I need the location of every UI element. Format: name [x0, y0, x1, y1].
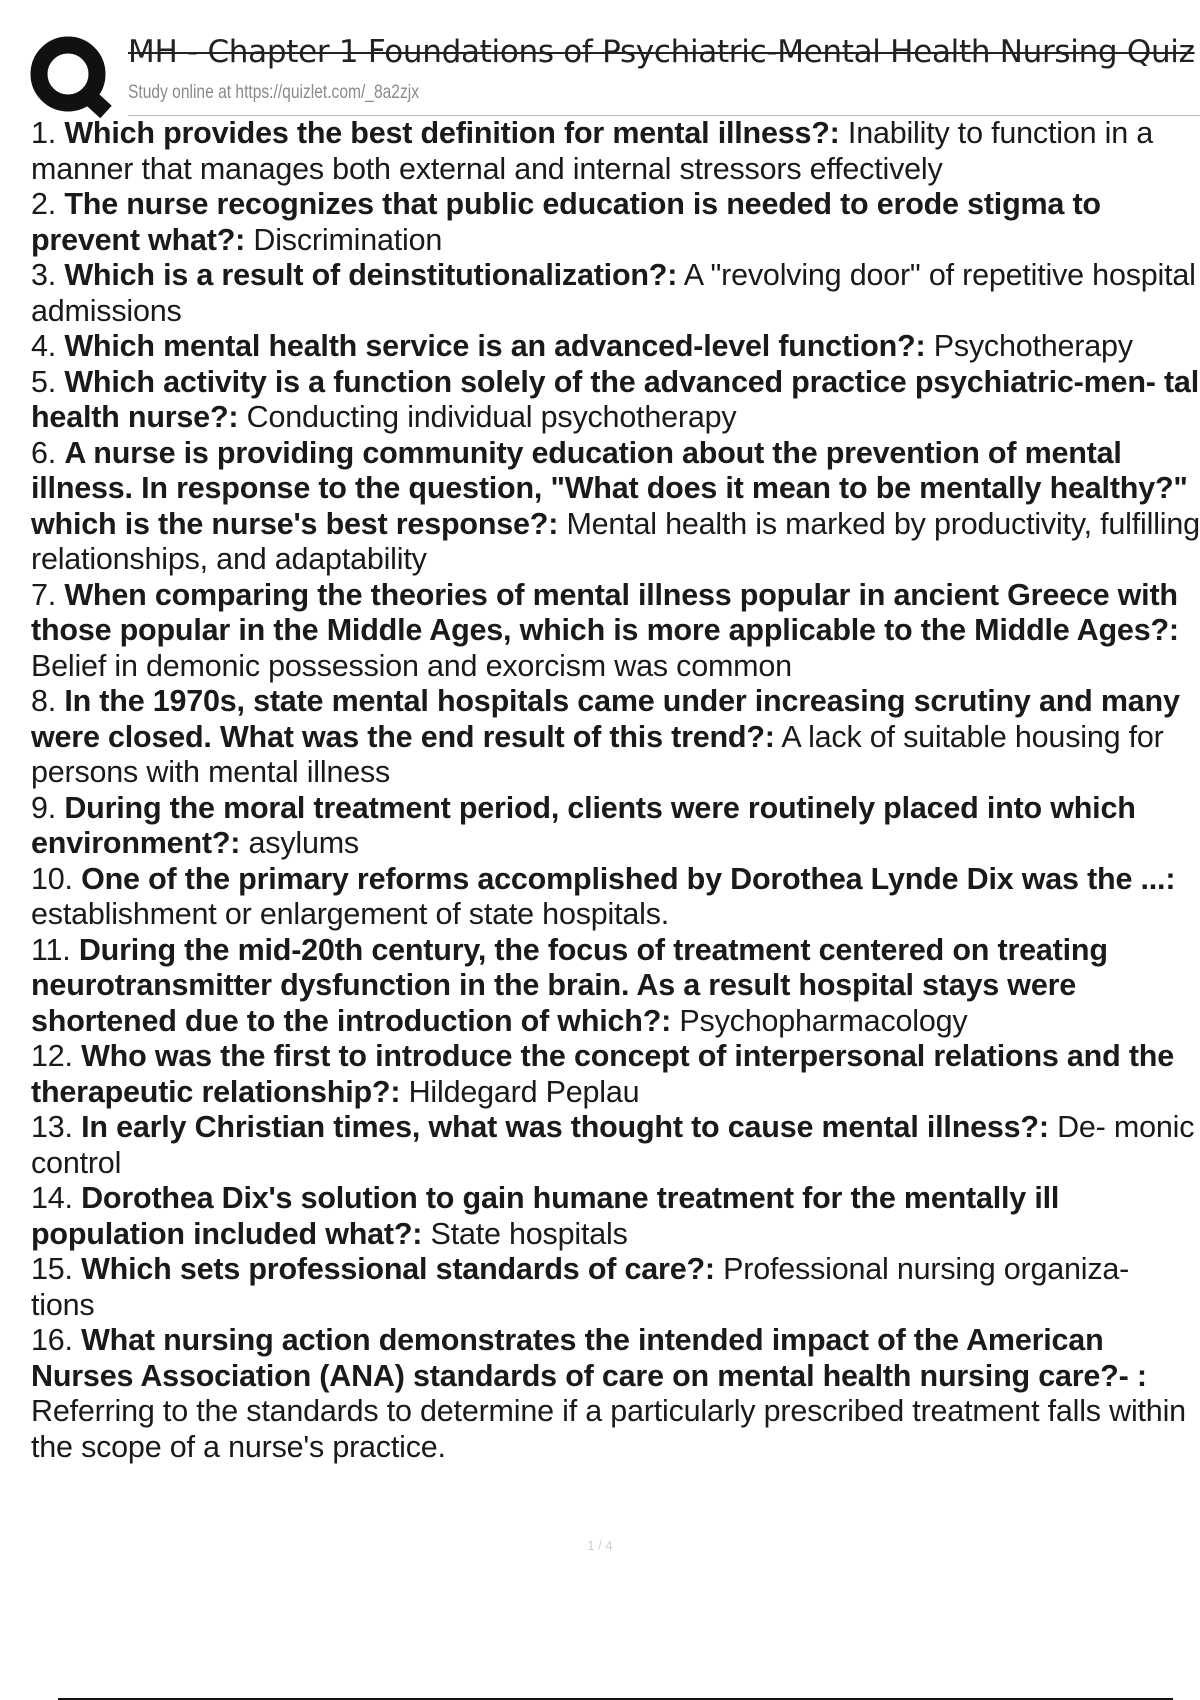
item-number: 13. [31, 1110, 73, 1144]
item-number: 12. [31, 1039, 73, 1073]
answer-text: A "revolving door" of repetitive hospital admissions [31, 258, 1196, 328]
answer-text: Conducting individual psychotherapy [246, 400, 737, 434]
answer-text: Mental health is marked by productivity, fulfilling relationships, and adaptability [31, 506, 1200, 576]
qa-item [31, 1039, 1200, 1110]
qa-item [31, 329, 1200, 365]
page-number: 1 / 4 [587, 1538, 613, 1553]
qa-item [31, 1323, 1200, 1465]
item-number: 3. [31, 258, 57, 292]
page-header [30, 30, 1200, 118]
qa-item [31, 1110, 1200, 1181]
answer-text: establishment or enlargement of state hospitals. [31, 897, 670, 931]
answer-text: Belief in demonic possession and exorcism was common [31, 648, 792, 683]
item-number: 15. [31, 1252, 73, 1286]
item-number: 8. [31, 684, 57, 718]
answer-text: De- monic control [31, 1110, 1195, 1180]
question-text: One of the primary reforms accomplished by Dorothea Lynde Dix was the ...: [81, 861, 1176, 896]
answer-text: State hospitals [430, 1216, 628, 1251]
question-text: The nurse recognizes that public education is needed to erode stigma to prevent what?: [31, 187, 1101, 257]
answer-text: asylums [248, 826, 359, 860]
item-number: 1. [31, 116, 57, 150]
question-text: Which mental health service is an advanced-level function?: [64, 329, 926, 363]
question-text: In early Christian times, what was thought to cause mental illness?: [81, 1110, 1049, 1144]
question-text: Which activity is a function solely of the advanced practice psychiatric-men- tal health nurse?: [31, 364, 1199, 434]
item-number: 14. [31, 1181, 73, 1215]
qa-item [31, 862, 1200, 933]
qa-item [31, 1181, 1200, 1252]
answer-text: Inability to function in a manner that manages both external and internal stressors effectively [31, 116, 1153, 186]
question-text: Which provides the best definition for mental illness?: [64, 116, 840, 150]
question-text: During the moral treatment period, clients were routinely placed into which environment?: [31, 790, 1136, 860]
answer-text: Discrimination [253, 222, 443, 257]
question-text: Who was the first to introduce the concept of interpersonal relations and the therapeutic relationship?: [31, 1039, 1174, 1109]
qa-item [31, 684, 1200, 791]
item-number: 7. [31, 577, 57, 612]
question-text: In the 1970s, state mental hospitals came under increasing scrutiny and many were closed. What was the end result of this trend?: [31, 684, 1180, 754]
qa-item [31, 933, 1200, 1040]
qa-item [31, 1252, 1200, 1323]
answer-text: Psychopharmacology [679, 1003, 968, 1038]
item-number: 5. [31, 364, 57, 399]
question-text: Which is a result of deinstitutionalization?: [64, 258, 678, 292]
study-online-link[interactable]: Study online at https://quizlet.com/_8a2zjx [128, 82, 419, 103]
item-number: 11. [31, 932, 71, 967]
answer-text: Professional nursing organiza- tions [31, 1252, 1130, 1322]
question-text: A nurse is providing community education about the prevention of mental illness. In response to the question, "What does it mean to be mentally healthy?" which is the nurse's best response?: [31, 435, 1188, 541]
question-text: When comparing the theories of mental illness popular in ancient Greece with those popular in the Middle Ages, which is more applicable to the Middle Ages?: [31, 577, 1179, 647]
item-number: 6. [31, 435, 57, 470]
item-number: 16. [31, 1323, 73, 1357]
qa-item [31, 365, 1200, 436]
quizlet-q-logo-icon [30, 32, 140, 122]
question-text: During the mid-20th century, the focus of treatment centered on treating neurotransmitter dysfunction in the brain. As a result hospital stays were shortened due to the introduction of which?: [31, 932, 1108, 1038]
item-number: 9. [31, 790, 57, 825]
question-answer-list [31, 116, 1200, 1465]
answer-text: Referring to the standards to determine if a particularly prescribed treatment falls within the scope of a nurse's practice. [31, 1394, 1186, 1464]
qa-item [31, 258, 1200, 329]
item-number: 4. [31, 329, 57, 363]
item-number: 10. [31, 861, 73, 896]
qa-item [31, 791, 1200, 862]
document-title: MH - Chapter 1 Foundations of Psychiatric-Mental Health Nursing Quiz [128, 34, 1195, 70]
question-text: Which sets professional standards of care?: [81, 1252, 715, 1286]
item-number: 2. [31, 187, 57, 221]
qa-item [31, 116, 1200, 187]
qa-item [31, 187, 1200, 258]
answer-text: Psychotherapy [933, 329, 1133, 363]
answer-text: A lack of suitable housing for persons with mental illness [31, 719, 1164, 789]
question-text: Dorothea Dix's solution to gain humane treatment for the mentally ill population included what?: [31, 1181, 1060, 1251]
question-text: What nursing action demonstrates the intended impact of the American Nurses Association (ANA) standards of care on mental health nursing care?- : [31, 1323, 1147, 1393]
qa-item [31, 578, 1200, 685]
qa-item [31, 436, 1200, 578]
answer-text: Hildegard Peplau [408, 1074, 640, 1109]
